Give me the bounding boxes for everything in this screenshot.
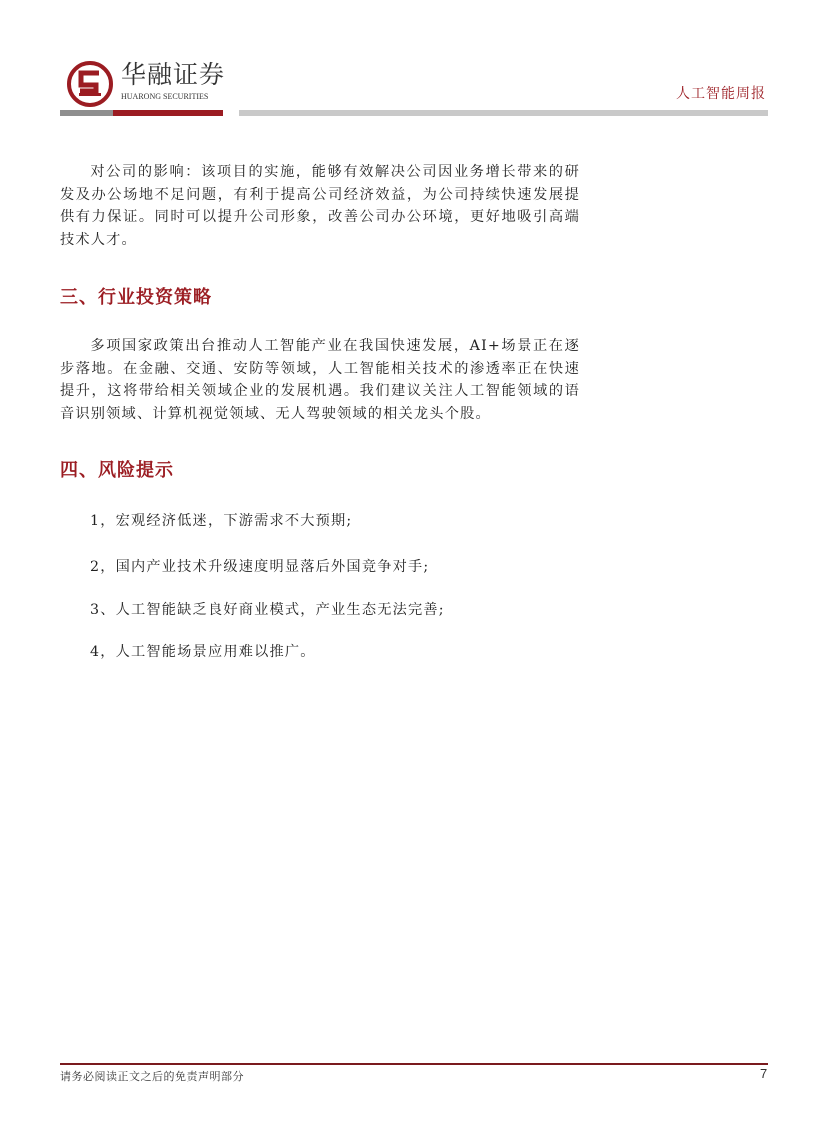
strategy-text: 多项国家政策出台推动人工智能产业在我国快速发展，AI+场景正在逐步落地。在金融、交通、安防等领域，人工智能相关技术的渗透率正在快速提升，这将带给相关领域企业的发展机遇。我们建议关注人工智能领域的语音识别领域、计算机视觉领域、无人驾驶领域的相关龙头个股。 [60, 338, 580, 422]
header-bar-gray [60, 110, 113, 116]
risk-item: 4，人工智能场景应用难以推广。 [90, 644, 316, 660]
huarong-logo-icon [66, 60, 114, 108]
page-header [0, 0, 827, 125]
risk-item: 2，国内产业技术升级速度明显落后外国竞争对手; [90, 559, 430, 575]
report-title: 人工智能周报 [676, 86, 766, 102]
risk-item: 1，宏观经济低迷，下游需求不大预期; [90, 513, 353, 529]
page-number: 7 [760, 1066, 768, 1081]
impact-text: 对公司的影响：该项目的实施，能够有效解决公司因业务增长带来的研发及办公场地不足问题，有利于提高公司经济效益，为公司持续快速发展提供有力保证。同时可以提升公司形象，改善公司办公环境，更好地吸引高端技术人才。 [60, 164, 580, 248]
header-bar-light [239, 110, 768, 116]
brand-name-cn: 华融证券 [121, 60, 226, 89]
header-bar-red [113, 110, 223, 116]
footer-divider [60, 1063, 768, 1065]
strategy-paragraph [60, 335, 580, 425]
impact-paragraph [60, 161, 580, 251]
risk-item: 3、人工智能缺乏良好商业模式，产业生态无法完善; [90, 602, 445, 618]
section-heading-investment-strategy: 三、行业投资策略 [60, 287, 212, 308]
brand-name-en: HUARONG SECURITIES [121, 92, 209, 101]
section-heading-risk: 四、风险提示 [60, 460, 174, 481]
disclaimer-note: 请务必阅读正文之后的免责声明部分 [60, 1070, 244, 1083]
